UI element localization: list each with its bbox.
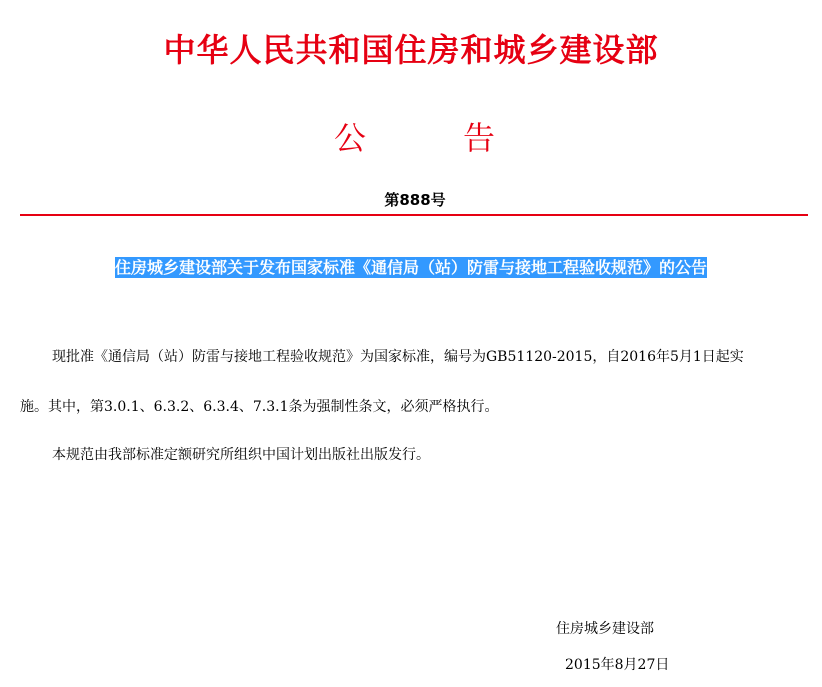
announcement-heading-char-1: 公 <box>334 119 367 157</box>
issuer-signature: 住房城乡建设部 <box>556 621 654 637</box>
body-paragraph-line-3: 本规范由我部标准定额研究所组织中国计划出版社出版发行。 <box>52 447 430 463</box>
ministry-title: 中华人民共和国住房和城乡建设部 <box>163 31 659 69</box>
issue-date: 2015年8月27日 <box>565 657 670 673</box>
body-paragraph-line-2: 施。其中，第3.0.1、6.3.2、6.3.4、7.3.1条为强制性条文，必须严格执行。 <box>20 399 499 415</box>
red-divider-line <box>20 214 808 216</box>
announcement-heading-char-2: 告 <box>463 119 496 157</box>
body-paragraph-line-1: 现批准《通信局（站）防雷与接地工程验收规范》为国家标准，编号为GB51120-2015，自2016年5月1日起实 <box>52 349 744 365</box>
document-number: 第888号 <box>384 191 446 209</box>
notice-subject-title[interactable]: 住房城乡建设部关于发布国家标准《通信局（站）防雷与接地工程验收规范》的公告 <box>114 258 707 277</box>
notice-subject-container <box>0 256 822 280</box>
